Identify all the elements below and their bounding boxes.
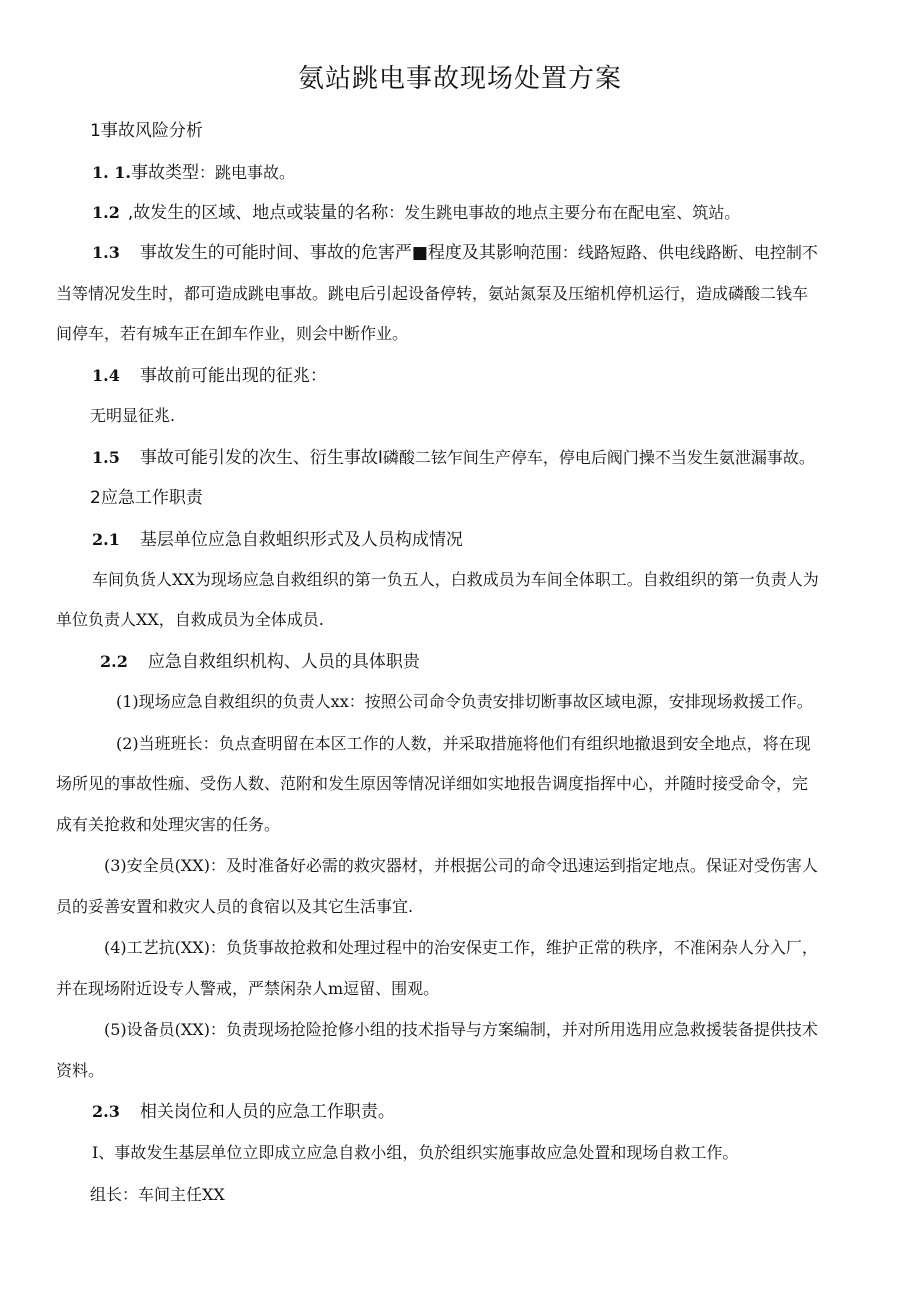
- item-1-3-label: 事故发生的可能时间、事故的危害严■程度及其影响: [139, 243, 530, 263]
- duty-item-5-line-1: (5)设备员(XX)：负责现场抢险抢修小组的技术指导与方案编制，并对所用选用应急救援装备提供技术: [104, 1020, 818, 1039]
- item-2-1-number: 2.1: [92, 530, 120, 549]
- item-1-1-label: 事故类型: [130, 163, 199, 183]
- item-1-5-number: 1.5: [92, 448, 120, 467]
- duty-item-4-line-2: 并在现场附近设专人警戒，严禁闲杂人m逗留、围观。: [56, 979, 440, 998]
- item-2-1-line-1: 车间负货人XX为现场应急自救组织的第一负五人，白救成员为车间全体职工。自救组织的第一负责人为: [92, 570, 819, 589]
- duty-item-2-line-3: 成有关抢救和处理灾害的任务。: [56, 815, 281, 834]
- item-1-4: [92, 364, 327, 388]
- item-1-4-text: 无明显征兆.: [90, 406, 176, 425]
- item-2-2-label: 应急自救组织机构、人员的具体职贵: [147, 652, 420, 672]
- item-2-2: [100, 650, 420, 674]
- item-2-1: [92, 528, 463, 552]
- duty-item-1: (1)现场应急自救组织的负责人xx：按照公司命令负责安排切断事故区域电源，安排现场救援工作。: [116, 692, 813, 711]
- duty-item-3-line-2: 员的妥善安置和救灾人员的食宿以及其它生活事宜.: [56, 897, 414, 916]
- item-2-3: [92, 1100, 395, 1124]
- section-1-heading-text: 1事故风险分析: [90, 121, 203, 141]
- item-2-1-label: 基层单位应急自救蛆织形式及人员构成情况: [139, 530, 463, 550]
- item-1-5: [92, 446, 815, 470]
- section-2-heading: [90, 486, 203, 510]
- section-2-heading-text: 2应急工作职责: [90, 488, 203, 508]
- item-1-3-line-3: 间停车，若有城车正在卸车作业，则会中断作业。: [56, 324, 409, 343]
- section-1-heading: [90, 119, 203, 143]
- item-1-2-text: ：发生跳电事故的地点主要分布在配电室、筑站。: [388, 203, 741, 222]
- duty-item-5-line-2: 资料。: [56, 1061, 105, 1080]
- item-2-2-number: 2.2: [100, 652, 128, 671]
- item-2-3-line-1: I、事故发生基层单位立即成立应急自救小组，负於组织实施事故应急处置和现场自救工作。: [92, 1143, 739, 1162]
- item-2-3-line-2: 组长：车间主任XX: [90, 1185, 225, 1204]
- item-1-1: [92, 161, 295, 185]
- item-1-3-number: 1.3: [92, 243, 120, 262]
- item-1-3-line-2: 当等情况发生时，都可造成跳电事故。跳电后引起设备停转，氨站氮泵及压缩机停机运行，造成磷酸二钱车: [56, 284, 809, 303]
- item-1-5-label: 事故可能引发的次生、衍生事故I: [139, 448, 383, 468]
- item-1-2-label: ,故发生的区域、地点或装量的名称: [127, 203, 389, 223]
- item-2-1-line-2: 单位负责人XX，自救成员为全体成员.: [56, 610, 324, 629]
- duty-item-2-line-1: (2)当班班长：负点查明留在本区工作的人数，并采取措施将他们有组织地撤退到安全地点，将在现: [116, 734, 811, 753]
- item-1-3: [92, 241, 818, 265]
- item-2-3-label: 相关岗位和人员的应急工作职责。: [139, 1102, 395, 1122]
- item-1-2: [92, 201, 740, 225]
- duty-item-2-line-2: 场所见的事故性痂、受伤人数、范附和发生原因等情况详细如实地报告调度指挥中心，并随时接受命令，完: [56, 774, 809, 793]
- item-1-5-text: 磷酸二铉乍间生产停车，停电后阀门操不当发生氨泄漏事故。: [382, 448, 815, 467]
- item-1-4-label: 事故前可能出现的征兆：: [139, 366, 327, 386]
- item-1-4-number: 1.4: [92, 366, 120, 385]
- item-1-3-text: 范围：线路短路、供电线路断、电控制不: [529, 243, 818, 262]
- item-1-1-text: ：跳电事故。: [198, 163, 295, 182]
- item-1-2-number: 1.2: [92, 203, 120, 222]
- page-title: 氨站跳电事故现场处置方案: [297, 64, 622, 94]
- duty-item-3-line-1: (3)安全员(XX)：及时准备好必需的救灾器材，并根据公司的命令迅速运到指定地点。保证对受伤害人: [104, 856, 818, 875]
- duty-item-4-line-1: (4)工艺抗(XX)：负货事故抢救和处理过程中的治安保吏工作，维护正常的秩序，不准闲杂人分入厂，: [104, 938, 818, 957]
- item-2-3-number: 2.3: [92, 1102, 120, 1121]
- item-1-1-number: 1. 1.: [92, 163, 131, 182]
